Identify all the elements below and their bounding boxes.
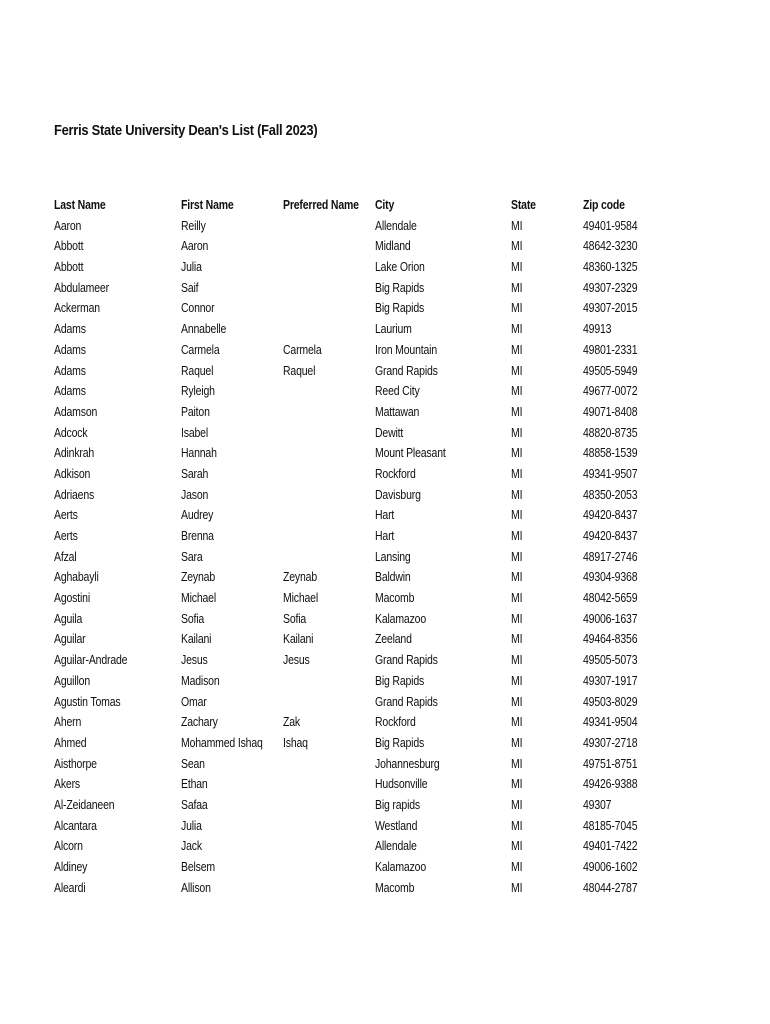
cell-last-name: Aguilar-Andrade [54, 653, 128, 668]
cell-zip-code: 48042-5659 [583, 591, 638, 606]
table-row [54, 796, 734, 817]
cell-last-name: Adamson [54, 404, 98, 419]
cell-last-name: Abbott [54, 239, 84, 254]
cell-first-name: Connor [181, 301, 215, 316]
cell-zip-code: 49307-2718 [583, 735, 638, 750]
cell-state: MI [511, 549, 523, 564]
header-zip-code: Zip code [583, 198, 625, 212]
cell-city: Mount Pleasant [375, 446, 446, 461]
table-row [54, 403, 734, 424]
table-row [54, 837, 734, 858]
cell-city: Grand Rapids [375, 694, 438, 709]
table-row [54, 775, 734, 796]
cell-first-name: Kailani [181, 632, 212, 647]
table-row [54, 382, 734, 403]
cell-preferred-name: Michael [283, 591, 319, 606]
cell-city: Zeeland [375, 632, 412, 647]
cell-city: Kalamazoo [375, 611, 427, 626]
cell-zip-code: 49307-1917 [583, 673, 638, 688]
table-row [54, 217, 734, 238]
cell-state: MI [511, 218, 523, 233]
cell-first-name: Isabel [181, 425, 209, 440]
cell-city: Reed City [375, 384, 420, 399]
cell-state: MI [511, 880, 523, 895]
cell-state: MI [511, 611, 523, 626]
cell-first-name: Ryleigh [181, 384, 215, 399]
cell-last-name: Adams [54, 363, 86, 378]
cell-city: Grand Rapids [375, 363, 438, 378]
cell-city: Laurium [375, 322, 412, 337]
cell-last-name: Adriaens [54, 487, 95, 502]
cell-preferred-name: Carmela [283, 342, 322, 357]
cell-first-name: Raquel [181, 363, 214, 378]
table-row [54, 879, 734, 900]
cell-city: Lansing [375, 549, 411, 564]
cell-last-name: Adcock [54, 425, 88, 440]
cell-preferred-name: Sofia [283, 611, 307, 626]
cell-zip-code: 49071-8408 [583, 404, 638, 419]
cell-state: MI [511, 466, 523, 481]
cell-city: Allendale [375, 218, 417, 233]
cell-first-name: Madison [181, 673, 220, 688]
cell-first-name: Hannah [181, 446, 217, 461]
cell-city: Johannesburg [375, 756, 440, 771]
cell-zip-code: 48642-3230 [583, 239, 638, 254]
cell-city: Mattawan [375, 404, 420, 419]
cell-first-name: Jesus [181, 653, 208, 668]
table-row [54, 465, 734, 486]
cell-state: MI [511, 280, 523, 295]
cell-preferred-name: Jesus [283, 653, 310, 668]
cell-last-name: Alcorn [54, 839, 83, 854]
cell-zip-code: 49401-7422 [583, 839, 638, 854]
cell-state: MI [511, 384, 523, 399]
page-title: Ferris State University Dean's List (Fall 2023) [54, 122, 318, 139]
cell-first-name: Omar [181, 694, 207, 709]
cell-city: Big Rapids [375, 735, 425, 750]
cell-first-name: Paiton [181, 404, 210, 419]
cell-state: MI [511, 529, 523, 543]
cell-last-name: Ahmed [54, 735, 87, 750]
cell-first-name: Audrey [181, 508, 214, 523]
cell-zip-code: 49677-0072 [583, 384, 638, 399]
table-row [54, 279, 734, 300]
cell-preferred-name: Raquel [283, 363, 316, 378]
cell-state: MI [511, 715, 523, 730]
table-row [54, 444, 734, 465]
cell-state: MI [511, 839, 523, 854]
header-preferred-name: Preferred Name [283, 198, 359, 212]
cell-last-name: Abdulameer [54, 280, 109, 295]
cell-zip-code: 48820-8735 [583, 425, 638, 440]
cell-state: MI [511, 301, 523, 316]
cell-zip-code: 49006-1637 [583, 611, 638, 626]
table-row [54, 693, 734, 714]
cell-last-name: Aguila [54, 611, 83, 626]
cell-city: Hudsonville [375, 777, 428, 792]
cell-last-name: Adams [54, 342, 86, 357]
cell-city: Midland [375, 239, 411, 254]
cell-last-name: Aldiney [54, 860, 88, 874]
table-row [54, 341, 734, 362]
cell-city: Dewitt [375, 425, 404, 440]
cell-first-name: Annabelle [181, 322, 227, 337]
cell-city: Big Rapids [375, 673, 425, 688]
table-body [54, 217, 734, 900]
cell-preferred-name: Ishaq [283, 735, 308, 750]
cell-zip-code: 49426-9388 [583, 777, 638, 792]
table-row [54, 258, 734, 279]
table-row [54, 506, 734, 527]
table-row [54, 320, 734, 341]
cell-state: MI [511, 653, 523, 668]
table-row [54, 755, 734, 776]
cell-first-name: Brenna [181, 529, 214, 543]
cell-last-name: Ackerman [54, 301, 100, 316]
cell-city: Macomb [375, 880, 415, 895]
cell-zip-code: 49341-9507 [583, 466, 638, 481]
cell-zip-code: 49503-8029 [583, 694, 638, 709]
cell-zip-code: 49913 [583, 322, 612, 337]
cell-zip-code: 49751-8751 [583, 756, 638, 771]
table-row [54, 486, 734, 507]
deans-list-table [54, 196, 734, 899]
cell-state: MI [511, 508, 523, 523]
cell-first-name: Zeynab [181, 570, 216, 585]
header-state: State [511, 198, 536, 212]
cell-city: Allendale [375, 839, 417, 854]
table-row [54, 589, 734, 610]
cell-first-name: Allison [181, 880, 211, 895]
cell-preferred-name: Kailani [283, 632, 314, 647]
cell-first-name: Carmela [181, 342, 220, 357]
cell-state: MI [511, 735, 523, 750]
cell-zip-code: 48917-2746 [583, 549, 638, 564]
cell-city: Kalamazoo [375, 860, 427, 874]
cell-state: MI [511, 260, 523, 275]
cell-first-name: Zachary [181, 715, 218, 730]
table-row [54, 548, 734, 569]
table-row [54, 713, 734, 734]
table-row [54, 299, 734, 320]
cell-last-name: Adams [54, 384, 86, 399]
cell-zip-code: 49420-8437 [583, 508, 638, 523]
cell-first-name: Julia [181, 260, 202, 275]
cell-state: MI [511, 570, 523, 585]
cell-state: MI [511, 446, 523, 461]
cell-last-name: Alcantara [54, 818, 97, 833]
cell-state: MI [511, 756, 523, 771]
cell-last-name: Al-Zeidaneen [54, 797, 115, 812]
cell-state: MI [511, 363, 523, 378]
cell-first-name: Sara [181, 549, 203, 564]
cell-zip-code: 49505-5073 [583, 653, 638, 668]
cell-first-name: Aaron [181, 239, 209, 254]
cell-city: Macomb [375, 591, 415, 606]
cell-last-name: Aerts [54, 508, 78, 523]
table-row [54, 651, 734, 672]
cell-last-name: Aaron [54, 218, 82, 233]
table-row [54, 568, 734, 589]
cell-city: Rockford [375, 715, 416, 730]
cell-state: MI [511, 777, 523, 792]
cell-city: Iron Mountain [375, 342, 438, 357]
table-row [54, 817, 734, 838]
cell-state: MI [511, 404, 523, 419]
table-header-row [54, 196, 734, 217]
cell-state: MI [511, 673, 523, 688]
cell-zip-code: 49420-8437 [583, 529, 638, 543]
cell-zip-code: 49401-9584 [583, 218, 638, 233]
cell-last-name: Afzal [54, 549, 77, 564]
cell-state: MI [511, 487, 523, 502]
cell-state: MI [511, 632, 523, 647]
cell-last-name: Aguilar [54, 632, 86, 647]
cell-first-name: Saif [181, 280, 199, 295]
cell-last-name: Agustin Tomas [54, 694, 121, 709]
header-city: City [375, 198, 395, 212]
cell-first-name: Reilly [181, 218, 206, 233]
cell-first-name: Sofia [181, 611, 205, 626]
cell-state: MI [511, 342, 523, 357]
cell-last-name: Aghabayli [54, 570, 99, 585]
cell-city: Westland [375, 818, 418, 833]
cell-state: MI [511, 860, 523, 874]
cell-first-name: Julia [181, 818, 202, 833]
cell-first-name: Safaa [181, 797, 208, 812]
cell-zip-code: 49006-1602 [583, 860, 638, 874]
cell-zip-code: 48185-7045 [583, 818, 638, 833]
cell-first-name: Jason [181, 487, 209, 502]
cell-state: MI [511, 797, 523, 812]
cell-first-name: Michael [181, 591, 217, 606]
cell-city: Grand Rapids [375, 653, 438, 668]
cell-preferred-name: Zak [283, 715, 301, 730]
table-row [54, 858, 734, 879]
cell-last-name: Adinkrah [54, 446, 95, 461]
header-last-name: Last Name [54, 198, 106, 212]
cell-city: Big Rapids [375, 280, 425, 295]
cell-first-name: Belsem [181, 860, 216, 874]
cell-city: Rockford [375, 466, 416, 481]
table-row [54, 424, 734, 445]
cell-zip-code: 49505-5949 [583, 363, 638, 378]
cell-first-name: Mohammed Ishaq [181, 735, 263, 750]
cell-zip-code: 48858-1539 [583, 446, 638, 461]
cell-zip-code: 48350-2053 [583, 487, 638, 502]
cell-city: Big rapids [375, 797, 421, 812]
table-row [54, 734, 734, 755]
cell-state: MI [511, 818, 523, 833]
cell-last-name: Adkison [54, 466, 91, 481]
cell-city: Baldwin [375, 570, 411, 585]
cell-city: Big Rapids [375, 301, 425, 316]
cell-zip-code: 49307-2329 [583, 280, 638, 295]
table-row [54, 610, 734, 631]
table-row [54, 630, 734, 651]
cell-first-name: Jack [181, 839, 202, 854]
cell-state: MI [511, 591, 523, 606]
cell-state: MI [511, 425, 523, 440]
cell-zip-code: 49341-9504 [583, 715, 638, 730]
cell-last-name: Abbott [54, 260, 84, 275]
header-first-name: First Name [181, 198, 234, 212]
cell-last-name: Aerts [54, 529, 78, 543]
cell-zip-code: 49464-8356 [583, 632, 638, 647]
cell-city: Davisburg [375, 487, 421, 502]
cell-zip-code: 49801-2331 [583, 342, 638, 357]
cell-last-name: Ahern [54, 715, 82, 730]
cell-state: MI [511, 239, 523, 254]
cell-zip-code: 48360-1325 [583, 260, 638, 275]
cell-preferred-name: Zeynab [283, 570, 318, 585]
table-row [54, 672, 734, 693]
table-row [54, 237, 734, 258]
cell-last-name: Adams [54, 322, 86, 337]
cell-last-name: Aleardi [54, 880, 86, 895]
cell-zip-code: 49307-2015 [583, 301, 638, 316]
cell-first-name: Ethan [181, 777, 208, 792]
table-row [54, 362, 734, 383]
cell-city: Hart [375, 508, 395, 523]
cell-first-name: Sean [181, 756, 205, 771]
cell-state: MI [511, 694, 523, 709]
cell-state: MI [511, 322, 523, 337]
cell-city: Lake Orion [375, 260, 425, 275]
cell-zip-code: 49307 [583, 797, 612, 812]
cell-city: Hart [375, 529, 395, 543]
cell-zip-code: 49304-9368 [583, 570, 638, 585]
cell-last-name: Akers [54, 777, 81, 792]
table-row [54, 527, 734, 548]
cell-first-name: Sarah [181, 466, 209, 481]
cell-zip-code: 48044-2787 [583, 880, 638, 895]
cell-last-name: Aisthorpe [54, 756, 97, 771]
cell-last-name: Agostini [54, 591, 91, 606]
cell-last-name: Aguillon [54, 673, 91, 688]
